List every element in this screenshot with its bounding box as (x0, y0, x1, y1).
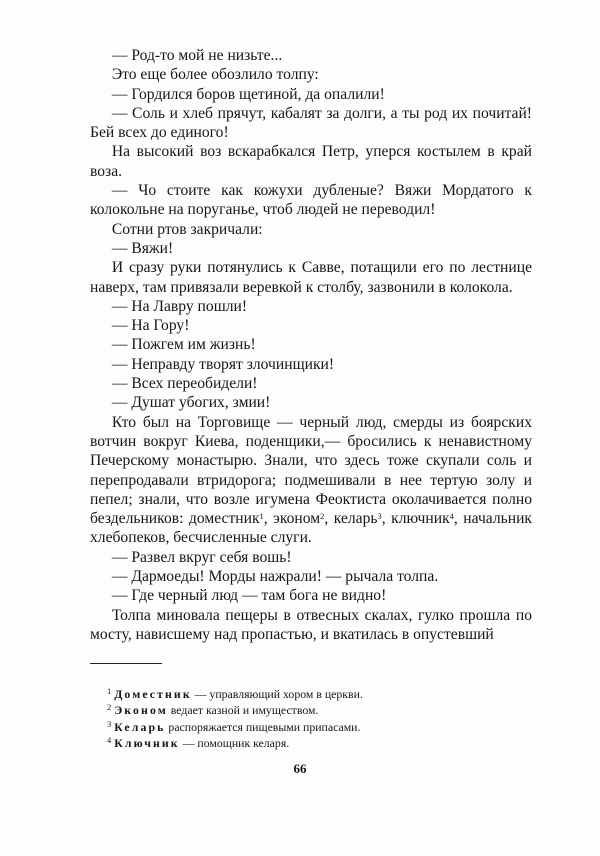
paragraph: Толпа миновала пещеры в отвесных скалах, гулко прошла по мосту, нависшему над пропастью, и вкатилась в опустевший (90, 606, 532, 643)
footnote-ref-1: 1 (259, 511, 264, 522)
paragraph: Сотни ртов закричали: (111, 220, 263, 238)
footnote-mark: 4 (107, 735, 112, 746)
paragraph: На высокий воз вскарабкался Петр, уперся костылем в край воза. (90, 143, 532, 180)
paragraph: — Вяжи! (111, 239, 174, 257)
footnote-text: распоряжается пищевыми припасами. (165, 719, 361, 734)
paragraph: — Соль и хлеб прячут, кабалят за долги, а ты род их почитай! Бей всех до единого! (90, 104, 532, 142)
footnote-term: Келарь (114, 719, 166, 734)
footnote-mark: 1 (107, 686, 112, 696)
footnote (90, 702, 532, 718)
paragraph: — Род-то мой не низьте... (111, 47, 283, 64)
footnote-text: ведает казной и имуществом. (167, 703, 319, 718)
paragraph: — Пожгем им жизнь! (111, 336, 256, 354)
text-run: , келарь (324, 510, 378, 528)
paragraph: — Всех переобидели! (111, 375, 258, 393)
paragraph: — Где черный люд — там бога не видно! (111, 587, 387, 605)
footnote-mark: 3 (107, 718, 112, 729)
paragraph: — Гордился боров щетиной, да опалили! (111, 85, 385, 103)
footnote (90, 719, 532, 735)
footnote-ref-3: 3 (377, 511, 382, 522)
paragraph: — Дармоеды! Морды нажрали! — рычала толпа. (111, 568, 439, 586)
paragraph: — На Лавру пошли! (111, 297, 248, 315)
footnote-ref-2: 2 (320, 511, 325, 522)
paragraph: Это еще более обозлило толпу: (111, 66, 319, 84)
footnote-ref-4: 4 (449, 511, 454, 522)
footnote (90, 686, 532, 702)
main-text (90, 46, 532, 644)
footnote (90, 735, 532, 751)
page-number: 66 (293, 761, 307, 776)
paragraph: — Неправду творят злочинщики! (111, 355, 335, 373)
footnote-term: Ключник (114, 736, 180, 751)
text-run: Кто был на Торговище — черный люд, смерды из боярских вотчин вокруг Киева, поденщики,— бросились к ненавистному Печерскому монастырю. Знали, что здесь тоже скупали соль и перепродавали втридорога; подмешивали в нее тертую золу и пепел; знали, что возле игумена Феоктиста околачивается полно бездельников: доместник (90, 413, 532, 528)
text-run: , начальник хлебопеков, бесчисленные слуги. (90, 510, 532, 547)
paragraph: — Душат убогих, змии! (111, 394, 271, 412)
paragraph: — Развел вкруг себя вошь! (111, 548, 292, 566)
footnote-term: Эконом (114, 703, 168, 718)
footnotes (90, 686, 532, 752)
footnote-text: — помощник келаря. (179, 736, 290, 751)
paragraph: — Чо стоите как кожухи дубленые? Вяжи Мордатого к колокольне на поруганье, чтоб людей не переводил! (90, 182, 532, 219)
paragraph-with-footnote-refs (90, 413, 532, 548)
paragraph: — На Гору! (111, 317, 190, 335)
footnote-text: — управляющий хором в церкви. (191, 687, 363, 701)
text-run: , ключник (381, 510, 450, 528)
paragraph: И сразу руки потянулись к Савве, потащили его по лестнице наверх, там привязали веревкой к столбу, зазвонили в колокола. (90, 259, 532, 296)
footnote-term: Доместник (114, 687, 192, 701)
footnote-mark: 2 (107, 702, 112, 713)
footnote-divider (90, 663, 162, 664)
text-run: , эконом (263, 510, 321, 528)
